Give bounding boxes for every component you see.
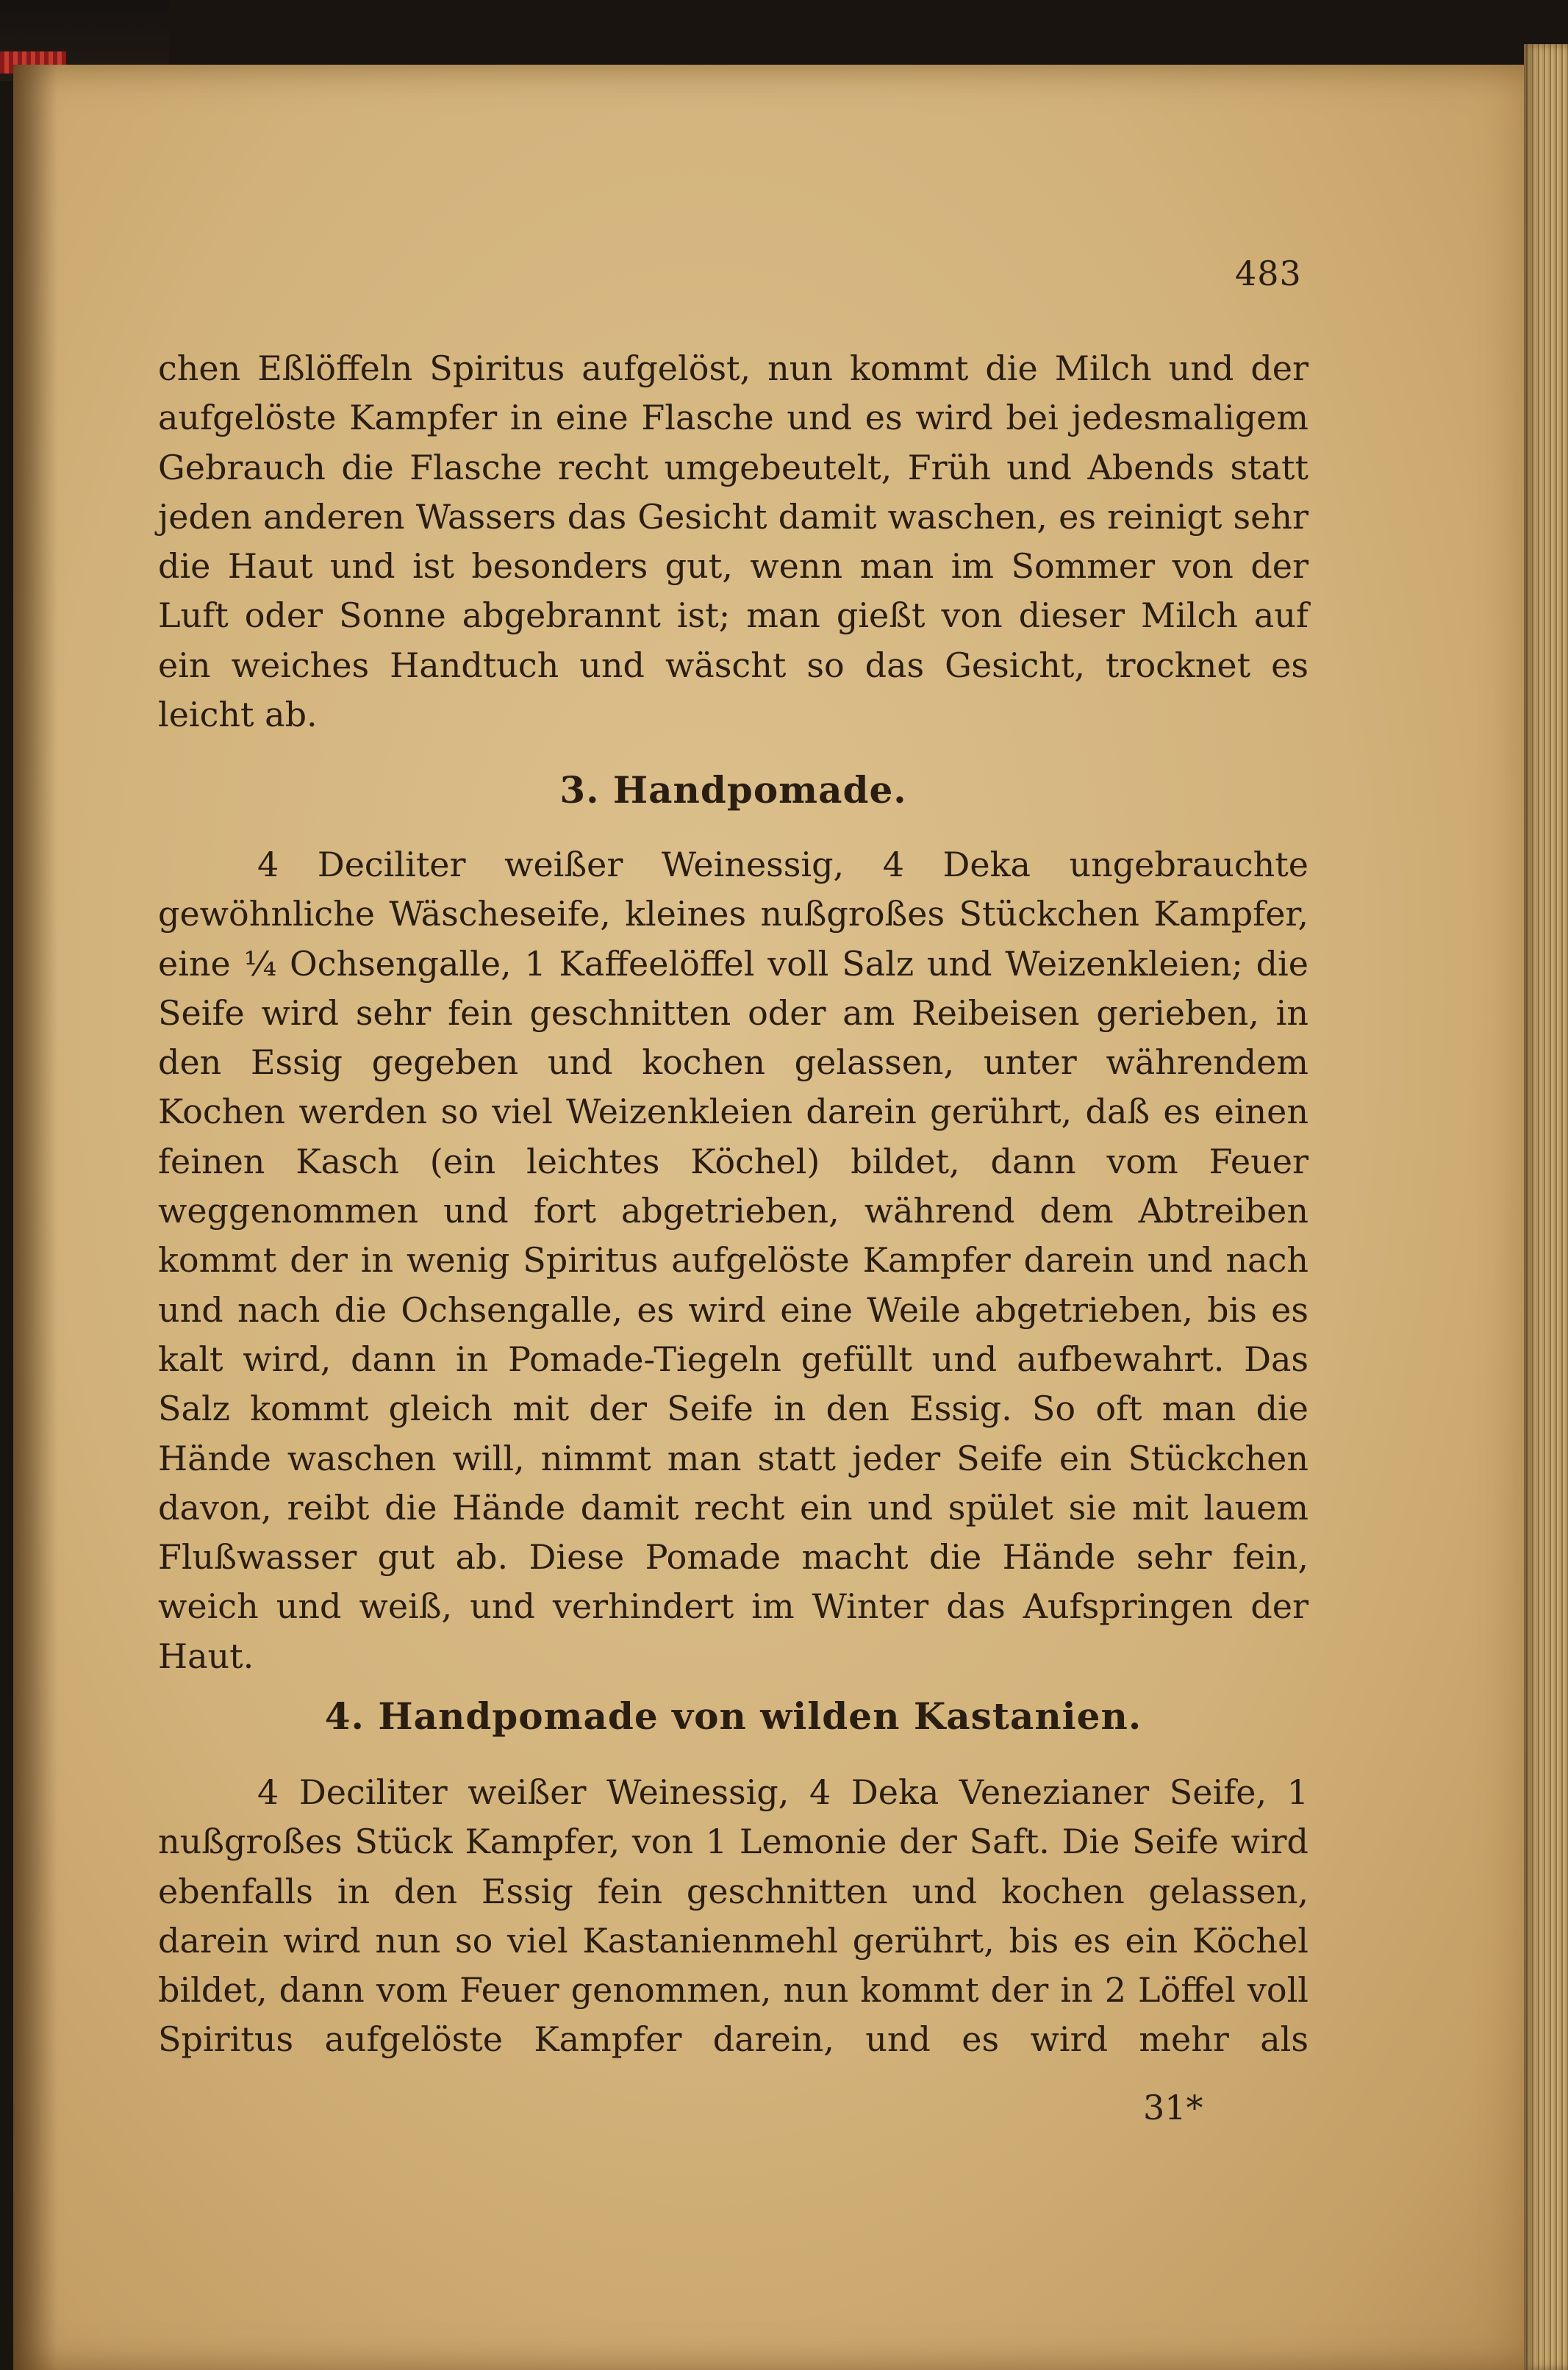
continuation-paragraph: chen Eßlöffeln Spiritus aufgelöst, nun kommt die Milch und der aufgelöste Kampfer in eine Flasche und es wird bei jedesmaligem Gebrauch die Flasche recht umgebeutelt, Früh und Abends statt jeden anderen Wassers das Gesicht damit waschen, es reinigt sehr die Haut und ist besonders gut, wenn man im Sommer von der Luft oder Sonne abgebrannt ist; man gießt von dieser Milch auf ein weiches Handtuch und wäscht so das Gesicht, trocknet es leicht ab. [158,348,1309,735]
recipe-3-heading: 3. Handpomade. [559,768,907,812]
recipe-4-heading: 4. Handpomade von wilden Kastanien. [324,1694,1142,1738]
recipe-4-body: 4 Deciliter weißer Weinessig, 4 Deka Venezianer Seife, 1 nußgroßes Stück Kampfer, von 1 Lemonie der Saft. Die Seife wird ebenfalls in den Essig fein geschnitten und kochen gelassen, darein wird nun so viel Kastanienmehl gerührt, bis es ein Köchel bildet, dann vom Feuer genommen, nun kommt der in 2 Löffel voll Spiritus aufgelöste Kampfer darein, und es wird mehr als [158,1772,1309,2060]
page-gutter-shadow [13,65,57,2370]
recipe-3-body: 4 Deciliter weißer Weinessig, 4 Deka ungebrauchte gewöhnliche Wäscheseife, kleines nußgroßes Stückchen Kampfer, eine ¼ Ochsengalle, 1 Kaffeelöffel voll Salz und Weizenkleien; die Seife wird sehr fein geschnitten oder am Reibeisen gerieben, in den Essig gegeben und kochen gelassen, unter währendem Kochen werden so viel Weizenkleien darein gerührt, daß es einen feinen Kasch (ein leichtes Köchel) bildet, dann vom Feuer weggenommen und fort abgetrieben, während dem Abtreiben kommt der in wenig Spiritus aufgelöste Kampfer darein und nach und nach die Ochsengalle, es wird eine Weile abgetrieben, bis es kalt wird, dann in Pomade-Tiegeln gefüllt und aufbewahrt. Das Salz kommt gleich mit der Seife in den Essig. So oft man die Hände waschen will, nimmt man statt jeder Seife ein Stückchen davon, reibt die Hände damit recht ein und spület sie mit lauem Flußwasser gut ab. Diese Pomade macht die Hände sehr fein, weich und weiß, und verhindert im Winter das Aufspringen der Haut. [158,845,1309,1676]
signature-mark: 31* [1143,2088,1203,2127]
page-number: 483 [1235,254,1302,293]
page-stack-edges [1524,44,1568,2370]
